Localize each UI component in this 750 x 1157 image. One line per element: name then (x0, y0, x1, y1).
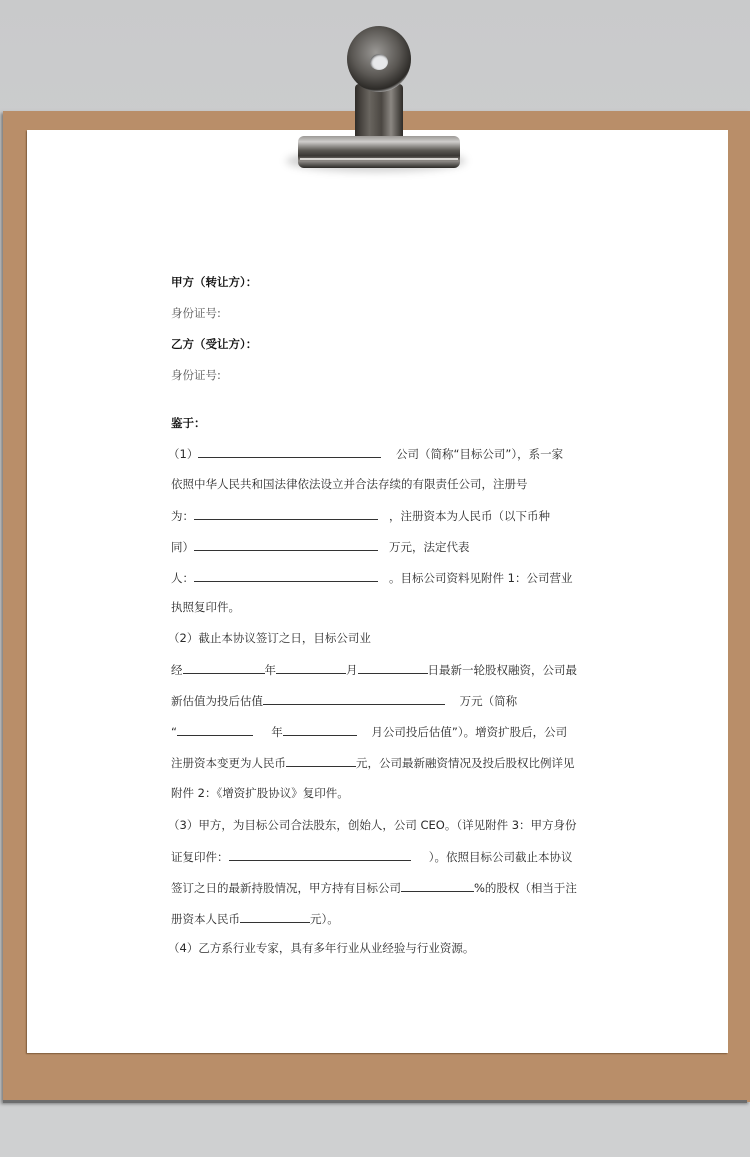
label-text: %的股权（相当于注 (474, 881, 577, 895)
clause2-line3 (171, 693, 517, 708)
clause3-line3 (171, 880, 577, 895)
clause2-line5 (171, 755, 575, 770)
valuation-month-blank[interactable] (283, 724, 357, 736)
new-registered-capital-blank[interactable] (286, 755, 356, 767)
company-name-blank[interactable] (198, 446, 381, 458)
label-text: 元，公司最新融资情况及投后股权比例详见 (356, 756, 575, 770)
post-money-valuation-blank[interactable] (263, 693, 445, 705)
party-a-label: 甲方（转让方）： (171, 275, 258, 289)
label-text: 证复印件： (171, 850, 229, 864)
label-text: “ (171, 725, 177, 739)
clause3-line2 (171, 849, 573, 864)
party-b-label: 乙方（受让方）： (171, 337, 258, 351)
clause1-line5 (171, 570, 572, 585)
clipboard-edge (3, 1100, 747, 1103)
party-a-id-label: 身份证号: (171, 306, 221, 320)
label-text: 万元，法定代表 (388, 540, 470, 554)
legal-representative-blank[interactable] (194, 570, 378, 582)
label-text: 万元（简称 (459, 694, 518, 708)
registration-number-blank[interactable] (194, 508, 378, 520)
clause3-line4 (171, 911, 339, 926)
id-copy-blank[interactable] (229, 849, 411, 861)
document-paper (27, 130, 728, 1053)
label-text: 元）。 (310, 912, 339, 926)
label-text: 月 (346, 663, 358, 677)
financing-day-blank[interactable] (358, 662, 428, 674)
registered-capital-blank[interactable] (194, 539, 378, 551)
clause1-line6: 执照复印件。 (171, 600, 240, 614)
whereas-heading: 鉴于： (171, 416, 206, 430)
clause1-line4 (171, 539, 469, 554)
binder-clip-neck (355, 84, 403, 142)
financing-month-blank[interactable] (276, 662, 346, 674)
clause1-line2: 依照中华人民共和国法律依法设立并合法存续的有限责任公司，注册号 (171, 477, 528, 491)
label-text: 签订之日的最新持股情况，甲方持有目标公司 (171, 881, 401, 895)
clause2-line1: （2）截止本协议签订之日，目标公司业 (168, 631, 371, 645)
clause1-number: （1） (168, 447, 199, 461)
binder-clip-highlight (300, 158, 458, 160)
label-text: 月公司投后估值”）。增资扩股后，公司 (371, 725, 568, 739)
clause2-line2 (171, 662, 577, 677)
label-text: ）。依照目标公司截止本协议 (428, 850, 573, 864)
label-text: 年 (264, 663, 276, 677)
label-text: 人： (171, 571, 194, 585)
binder-clip-hole (370, 54, 388, 70)
label-text: 日最新一轮股权融资，公司最 (427, 663, 577, 677)
label-text: 注册资本变更为人民币 (171, 756, 286, 770)
label-text: 新估值为投后估值 (171, 694, 263, 708)
financing-year-blank[interactable] (183, 662, 265, 674)
clause2-line4 (171, 724, 567, 739)
label-text: 册资本人民币 (171, 912, 240, 926)
clause3-line1: （3）甲方，为目标公司合法股东，创始人，公司 CEO。（详见附件 3：甲方身份 (168, 818, 577, 832)
clause1-line1 (168, 446, 563, 461)
binder-clip-base (298, 136, 460, 168)
clause1-line3 (171, 508, 550, 523)
party-b-id-label: 身份证号: (171, 368, 221, 382)
valuation-year-blank[interactable] (177, 724, 253, 736)
clause1-text: 公司（简称“目标公司”），系一家 (395, 447, 564, 461)
label-text: ，注册资本为人民币（以下币种 (388, 509, 550, 523)
equity-percentage-blank[interactable] (401, 880, 474, 892)
label-text: 。目标公司资料见附件 1：公司营业 (388, 571, 573, 585)
label-text: 经 (171, 663, 183, 677)
label-text: 为： (171, 509, 194, 523)
label-text: 同） (171, 540, 194, 554)
label-text: 年 (271, 725, 283, 739)
clause4-line1: （4）乙方系行业专家，具有多年行业从业经验与行业资源。 (168, 941, 475, 955)
equity-capital-blank[interactable] (240, 911, 310, 923)
clause2-line6: 附件 2：《增资扩股协议》复印件。 (171, 786, 349, 800)
